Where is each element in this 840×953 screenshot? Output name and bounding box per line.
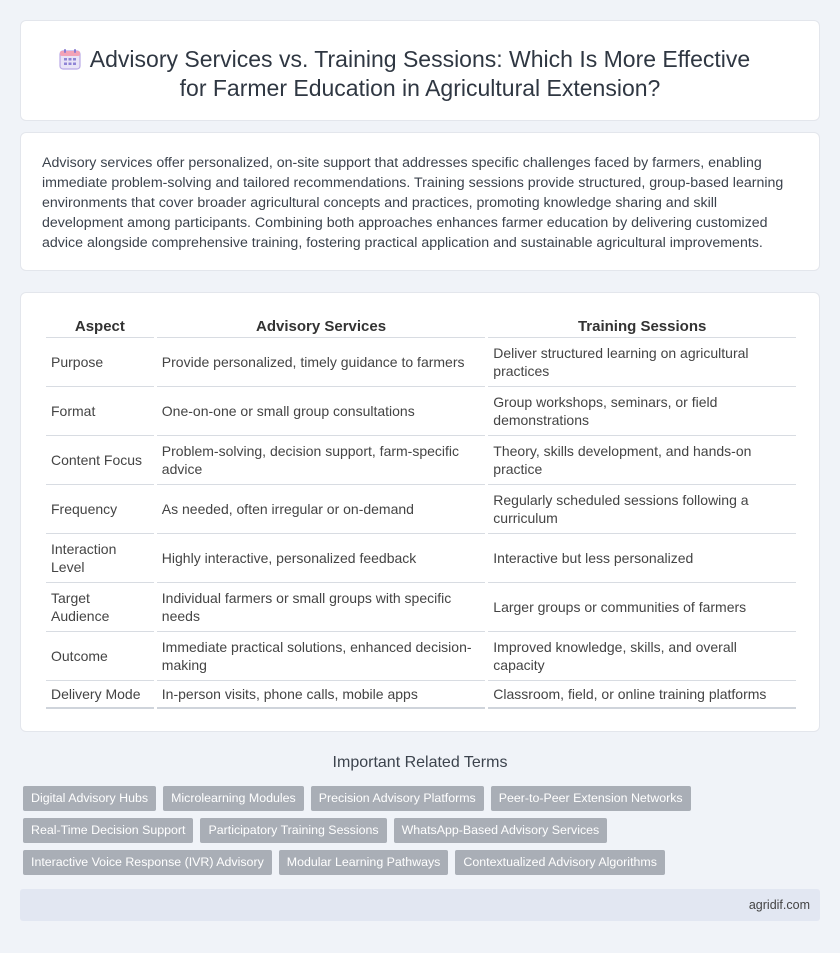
cell-aspect: Frequency <box>46 485 154 534</box>
table-row <box>46 436 796 485</box>
table-row <box>46 534 796 583</box>
cell-advisory: Immediate practical solutions, enhanced decision-making <box>157 632 485 681</box>
comparison-table-card <box>20 292 820 732</box>
cell-training: Interactive but less personalized <box>488 534 796 583</box>
related-terms-heading: Important Related Terms <box>332 754 508 771</box>
cell-training: Larger groups or communities of farmers <box>488 583 796 632</box>
related-term-tag[interactable]: WhatsApp-Based Advisory Services <box>394 818 608 843</box>
related-term-tag[interactable]: Interactive Voice Response (IVR) Advisory <box>23 850 272 875</box>
cell-aspect: Content Focus <box>46 436 154 485</box>
cell-training: Theory, skills development, and hands-on practice <box>488 436 796 485</box>
header-advisory-services: Advisory Services <box>157 315 485 338</box>
footer-site-link[interactable]: agridif.com <box>748 898 810 912</box>
cell-advisory: Provide personalized, timely guidance to farmers <box>157 338 485 387</box>
cell-aspect: Purpose <box>46 338 154 387</box>
table-row <box>46 338 796 387</box>
intro-paragraph: Advisory services offer personalized, on-site support that addresses specific challenges faced by farmers, enabling immediate problem-solving and tailored recommendations. Training sessions provide structured, group-based learning environments that cover broader agricultural concepts and practices, promoting knowledge sharing and skill development among participants. Combining both approaches enhances farmer education by delivering customized advice alongside comprehensive training, fostering practical application and sustainable agricultural improvements. <box>42 155 784 251</box>
related-term-tag[interactable]: Digital Advisory Hubs <box>23 786 156 811</box>
cell-aspect: Format <box>46 387 154 436</box>
comparison-table <box>43 315 799 709</box>
related-term-tag[interactable]: Contextualized Advisory Algorithms <box>455 850 665 875</box>
related-term-tag[interactable]: Participatory Training Sessions <box>200 818 386 843</box>
cell-training: Improved knowledge, skills, and overall capacity <box>488 632 796 681</box>
title-card <box>20 20 820 121</box>
related-term-tag[interactable]: Microlearning Modules <box>163 786 304 811</box>
page-title-line-2: for Farmer Education in Agricultural Extension? <box>179 75 661 101</box>
table-row <box>46 387 796 436</box>
cell-training: Group workshops, seminars, or field demonstrations <box>488 387 796 436</box>
header-aspect: Aspect <box>46 315 154 338</box>
cell-advisory: Problem-solving, decision support, farm-specific advice <box>157 436 485 485</box>
cell-advisory: One-on-one or small group consultations <box>157 387 485 436</box>
cell-aspect: Delivery Mode <box>46 681 154 709</box>
intro-card <box>20 132 820 271</box>
cell-advisory: Individual farmers or small groups with specific needs <box>157 583 485 632</box>
page-title <box>90 45 750 103</box>
footer <box>20 889 820 921</box>
cell-advisory: In-person visits, phone calls, mobile apps <box>157 681 485 709</box>
cell-aspect: Interaction Level <box>46 534 154 583</box>
related-term-tag[interactable]: Modular Learning Pathways <box>279 850 449 875</box>
cell-training: Deliver structured learning on agricultural practices <box>488 338 796 387</box>
related-terms-list <box>23 786 823 882</box>
table-row <box>46 632 796 681</box>
table-row <box>46 485 796 534</box>
related-terms-row <box>23 786 823 818</box>
table-row <box>46 583 796 632</box>
cell-training: Classroom, field, or online training platforms <box>488 681 796 709</box>
related-term-tag[interactable]: Peer-to-Peer Extension Networks <box>491 786 691 811</box>
cell-advisory: Highly interactive, personalized feedback <box>157 534 485 583</box>
related-terms-row <box>23 850 823 882</box>
cell-aspect: Outcome <box>46 632 154 681</box>
table-row <box>46 681 796 709</box>
cell-training: Regularly scheduled sessions following a curriculum <box>488 485 796 534</box>
related-terms-row <box>23 818 823 850</box>
related-term-tag[interactable]: Real-Time Decision Support <box>23 818 193 843</box>
page-title-line-1: Advisory Services vs. Training Sessions: Which Is More Effective <box>89 46 751 72</box>
table-header-row <box>46 315 796 338</box>
header-training-sessions: Training Sessions <box>488 315 796 338</box>
cell-advisory: As needed, often irregular or on-demand <box>157 485 485 534</box>
related-term-tag[interactable]: Precision Advisory Platforms <box>311 786 484 811</box>
cell-aspect: Target Audience <box>46 583 154 632</box>
